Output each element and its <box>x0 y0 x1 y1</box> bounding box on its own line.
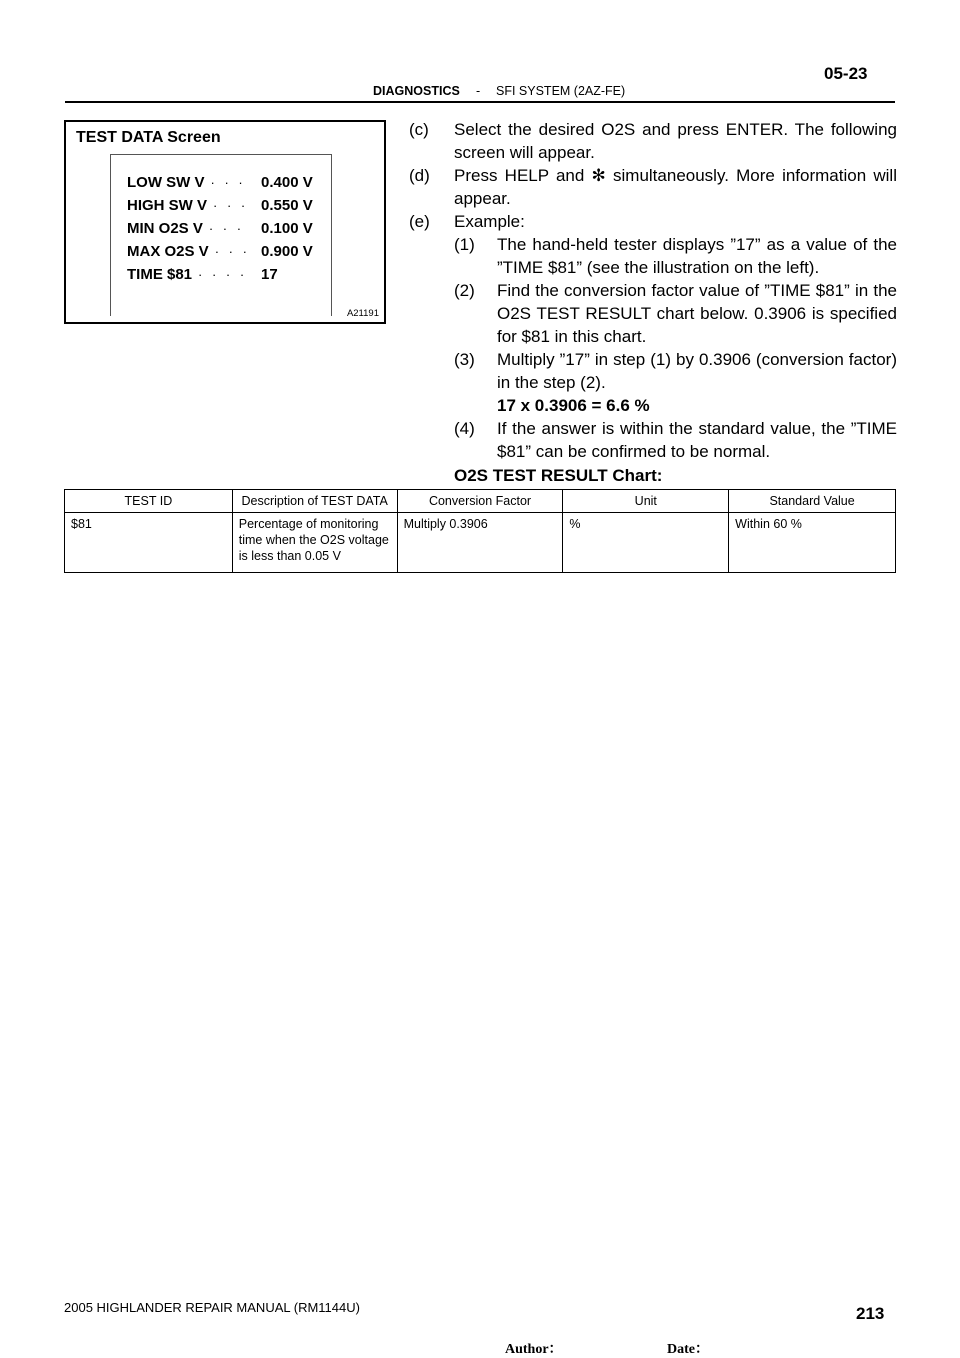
step-text: The hand-held tester displays ”17” as a value of the ”TIME $81” (see the illustration on the left). <box>497 235 897 277</box>
table-header-row <box>65 490 896 513</box>
description-line: Percentage of monitoring <box>238 517 379 531</box>
row-label: MIN O2S V <box>127 220 203 237</box>
description-line: time when the O2S voltage <box>238 533 389 547</box>
row-dots: · · · <box>214 244 250 259</box>
row-dots: · · · · <box>198 267 248 282</box>
row-value: 17 <box>261 266 278 283</box>
step-text: Example: <box>454 212 525 231</box>
manual-title: 2005 HIGHLANDER REPAIR MANUAL (RM1144U) <box>64 1300 360 1315</box>
step-marker: (3) <box>454 350 475 369</box>
header-section: DIAGNOSTICS <box>373 84 460 98</box>
step-marker: (c) <box>409 120 429 139</box>
figure-row <box>127 218 244 240</box>
step-marker: (d) <box>409 166 430 185</box>
figure-code: A21191 <box>346 308 379 319</box>
figure-row <box>127 172 246 194</box>
figure-title: TEST DATA Screen <box>76 129 221 146</box>
cell-conversion-factor: Multiply 0.3906 <box>397 513 563 573</box>
row-value: 0.550 V <box>261 197 313 214</box>
row-dots: · · · <box>208 221 245 236</box>
cell-description <box>232 513 397 573</box>
row-dots: · · · <box>213 198 249 213</box>
step-marker: (e) <box>409 212 430 231</box>
col-header-conversion-factor: Conversion Factor <box>397 490 563 513</box>
description-line: is less than 0.05 V <box>238 549 341 563</box>
step-text: If the answer is within the standard value, the ”TIME $81” can be confirmed to be normal. <box>497 419 897 461</box>
row-label: MAX O2S V <box>127 243 209 260</box>
header-separator: - <box>476 84 481 98</box>
step-text: Select the desired O2S and press ENTER. The following screen will appear. <box>454 120 897 162</box>
date-label: Date： <box>667 1342 709 1357</box>
o2s-test-result-table <box>64 489 896 573</box>
row-value: 0.900 V <box>261 243 313 260</box>
page-number: 213 <box>856 1304 885 1323</box>
author-label: Author： <box>505 1342 563 1357</box>
chart-title: O2S TEST RESULT Chart: <box>454 466 663 485</box>
header-rule <box>65 101 895 103</box>
step-text: Multiply ”17” in step (1) by 0.3906 (conversion factor) in the step (2). <box>497 350 897 392</box>
row-value: 0.100 V <box>261 220 313 237</box>
cell-test-id: $81 <box>65 513 233 573</box>
table-row <box>65 513 896 573</box>
step-text: Find the conversion factor value of ”TIME $81” in the O2S TEST RESULT chart below. 0.3906 is specified for $81 in this chart. <box>497 281 897 346</box>
figure-row <box>127 195 248 217</box>
step-marker: (4) <box>454 419 475 438</box>
step-marker: (1) <box>454 235 475 254</box>
col-header-standard-value: Standard Value <box>729 490 896 513</box>
header-subsection: SFI SYSTEM (2AZ-FE) <box>496 84 626 98</box>
step-formula: 17 x 0.3906 = 6.6 % <box>497 396 650 415</box>
row-label: LOW SW V <box>127 174 205 191</box>
step-marker: (2) <box>454 281 475 300</box>
figure-row <box>127 241 250 263</box>
row-label: HIGH SW V <box>127 197 208 214</box>
col-header-unit: Unit <box>563 490 729 513</box>
cell-standard-value: Within 60 % <box>729 513 896 573</box>
col-header-test-id: TEST ID <box>65 490 233 513</box>
row-label: TIME $81 <box>127 266 193 283</box>
row-dots: · · · <box>210 175 246 190</box>
figure-row <box>127 264 247 286</box>
col-header-description: Description of TEST DATA <box>232 490 397 513</box>
page-code: 05-23 <box>824 64 868 83</box>
cell-unit: % <box>563 513 729 573</box>
tester-screen <box>110 154 332 316</box>
step-text: Press HELP and ✻ simultaneously. More information will appear. <box>454 166 897 208</box>
row-value: 0.400 V <box>261 174 313 191</box>
test-data-figure <box>64 120 386 324</box>
